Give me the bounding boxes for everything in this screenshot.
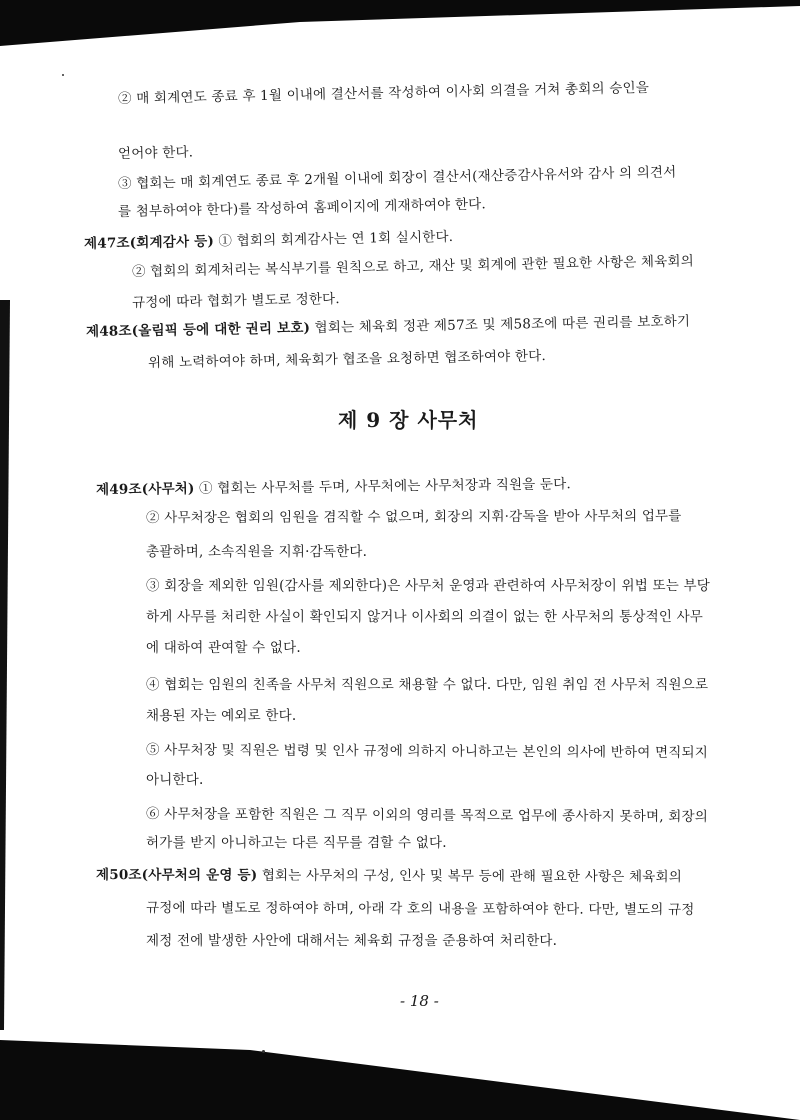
body-line: ② 매 회계연도 종료 후 1월 이내에 결산서를 작성하여 이사회 의결을 거쳐 총회의 승인을 (117, 79, 650, 107)
article-title: 제50조(사무처의 운영 등) (95, 867, 258, 884)
body-line: 아니한다. (146, 772, 204, 788)
body-line: 에 대하여 관여할 수 없다. (146, 640, 301, 656)
article-title: 제47조(회계감사 등) (83, 233, 215, 252)
body-line: 제정 전에 발생한 사안에 대해서는 체육회 규정을 준용하여 처리한다. (146, 933, 558, 949)
body-line: 채용된 자는 예외로 한다. (146, 708, 297, 724)
chapter-heading: 제 9 장 사무처 (338, 408, 479, 432)
body-line: 얻어야 한다. (117, 144, 194, 162)
body-line: 규정에 따라 협회가 별도로 정한다. (131, 291, 340, 311)
body-line: 허가를 받지 아니하고는 다른 직무를 겸할 수 없다. (146, 835, 447, 851)
page-number: - 18 - (400, 992, 439, 1010)
body-line: 총괄하며, 소속직원을 지휘·감독한다. (146, 544, 368, 560)
article-50-line: 제50조(사무처의 운영 등) 협회는 사무처의 구성, 인사 및 복무 등에 관해 필요한 사항은 체육회의 (95, 867, 683, 886)
article-title: 제49조(사무처) (95, 480, 195, 498)
body-line: 를 첨부하여야 한다)를 작성하여 홈페이지에 게재하여야 한다. (117, 196, 487, 220)
body-line: 하게 사무를 처리한 사실이 확인되지 않거나 이사회의 의결이 없는 한 사무처의 통상적인 사무 (146, 609, 704, 625)
body-line: 규정에 따라 별도로 정하여야 하며, 아래 각 호의 내용을 포함하여야 한다. 다만, 별도의 규정 (145, 900, 695, 918)
body-line: ⑥ 사무처장을 포함한 직원은 그 직무 이외의 영리를 목적으로 업무에 종사하지 못하며, 회장의 (145, 806, 709, 825)
body-line: ② 협회의 회계처리는 복식부기를 원칙으로 하고, 재산 및 회계에 관한 필요한 사항은 체육회의 (131, 253, 695, 280)
body-line: ② 사무처장은 협회의 임원을 겸직할 수 없으며, 회장의 지휘·감독을 받아 사무처의 업무를 (145, 508, 682, 526)
body-line: ④ 협회는 임원의 친족을 사무처 직원으로 채용할 수 없다. 다만, 임원 취임 전 사무처 직원으로 (146, 677, 709, 693)
article-title: 제48조(올림픽 등에 대한 권리 보호) (85, 320, 311, 340)
body-line: ③ 협회는 매 회계연도 종료 후 2개월 이내에 회장이 결산서(재산증감사유서와 감사 의 의견서 (117, 164, 677, 192)
article-47-line: 제47조(회계감사 등) ① 협회의 회계감사는 연 1회 실시한다. (83, 228, 454, 252)
article-48-line: 제48조(올림픽 등에 대한 권리 보호) 협회는 체육회 정관 제57조 및 제58조에 따른 권리를 보호하기 (85, 313, 691, 340)
article-49-line: 제49조(사무처) ① 협회는 사무처를 두며, 사무처에는 사무처장과 직원을 둔다. (95, 476, 572, 498)
body-line: ⑤ 사무처장 및 직원은 법령 및 인사 규정에 의하지 아니하고는 본인의 의사에 반하여 면직되지 (145, 742, 709, 761)
body-line: 위해 노력하여야 하며, 체육회가 협조을 요청하면 협조하여야 한다. (147, 348, 547, 371)
body-line: ③ 회장을 제외한 임원(감사를 제외한다)은 사무처 운영과 관련하여 사무처장이 위법 또는 부당 (146, 578, 710, 594)
